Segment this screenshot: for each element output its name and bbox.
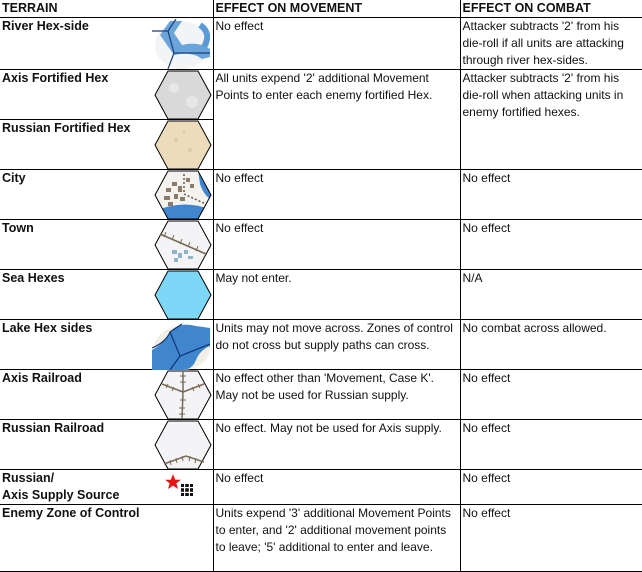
terrain-cell bbox=[0, 320, 213, 370]
terrain-label-line1: Russian/ bbox=[2, 471, 55, 485]
movement-cell: No effect other than 'Movement, Case K'. May not be used for Russian supply. bbox=[213, 370, 460, 420]
movement-cell: All units expend '2' additional Movement Points to enter each enemy fortified Hex. bbox=[213, 70, 460, 170]
terrain-label: Lake Hex sides bbox=[2, 321, 93, 335]
table-row bbox=[0, 320, 642, 370]
russian-fortified-hex-icon bbox=[154, 120, 212, 170]
movement-cell: Units may not move across. Zones of control do not cross but supply paths can cross. bbox=[213, 320, 460, 370]
combat-cell: N/A bbox=[460, 270, 642, 320]
header-combat: EFFECT ON COMBAT bbox=[460, 0, 642, 18]
terrain-label-line2: Axis Supply Source bbox=[2, 488, 120, 502]
terrain-cell bbox=[0, 270, 213, 320]
axis-fortified-hex-icon bbox=[154, 70, 212, 120]
movement-cell: Units expend '3' additional Movement Points to enter, and '2' additional movement points to leave; '5' additional to enter and leave. bbox=[213, 505, 460, 572]
combat-cell: No effect bbox=[460, 505, 642, 572]
terrain-cell bbox=[0, 470, 213, 505]
movement-cell: No effect bbox=[213, 18, 460, 70]
combat-cell: No effect bbox=[460, 420, 642, 470]
table-row bbox=[0, 420, 642, 470]
table-row bbox=[0, 18, 642, 70]
russian-railroad-hex-icon bbox=[154, 420, 212, 470]
movement-cell: No effect bbox=[213, 220, 460, 270]
table-row bbox=[0, 70, 642, 120]
terrain-label: Russian Fortified Hex bbox=[2, 121, 131, 135]
terrain-cell bbox=[0, 120, 213, 170]
combat-cell: No effect bbox=[460, 220, 642, 270]
combat-cell: No effect bbox=[460, 370, 642, 420]
terrain-cell bbox=[0, 370, 213, 420]
city-hex-icon bbox=[154, 170, 212, 220]
terrain-cell bbox=[0, 18, 213, 70]
lake-hexside-icon bbox=[152, 320, 210, 370]
combat-cell: Attacker subtracts '2' from his die-roll if all units are attacking through river hex-sides. bbox=[460, 18, 642, 70]
axis-railroad-hex-icon bbox=[154, 370, 212, 420]
header-movement: EFFECT ON MOVEMENT bbox=[213, 0, 460, 18]
terrain-label: Enemy Zone of Control bbox=[2, 506, 140, 520]
town-hex-icon bbox=[154, 220, 212, 270]
table-row bbox=[0, 470, 642, 505]
table-row bbox=[0, 505, 642, 572]
terrain-cell bbox=[0, 220, 213, 270]
table-row bbox=[0, 270, 642, 320]
combat-cell: Attacker subtracts '2' from his die-roll when attacking units in enemy fortified hexes. bbox=[460, 70, 642, 170]
table-row bbox=[0, 220, 642, 270]
movement-cell: No effect bbox=[213, 470, 460, 505]
table-row bbox=[0, 370, 642, 420]
sea-hex-icon bbox=[154, 270, 212, 320]
combat-cell: No combat across allowed. bbox=[460, 320, 642, 370]
combat-cell: No effect bbox=[460, 170, 642, 220]
terrain-cell bbox=[0, 505, 213, 572]
movement-cell: No effect bbox=[213, 170, 460, 220]
terrain-label: City bbox=[2, 171, 26, 185]
terrain-cell bbox=[0, 170, 213, 220]
terrain-label: Town bbox=[2, 221, 34, 235]
river-hexside-icon bbox=[152, 19, 210, 69]
terrain-cell bbox=[0, 420, 213, 470]
header-row bbox=[0, 0, 642, 18]
terrain-label: Russian Railroad bbox=[2, 421, 105, 435]
terrain-label: Sea Hexes bbox=[2, 271, 65, 285]
terrain-label: Axis Railroad bbox=[2, 371, 82, 385]
header-terrain: TERRAIN bbox=[0, 0, 213, 18]
terrain-cell bbox=[0, 70, 213, 120]
movement-cell: May not enter. bbox=[213, 270, 460, 320]
combat-cell: No effect bbox=[460, 470, 642, 505]
movement-cell: No effect. May not be used for Axis supply. bbox=[213, 420, 460, 470]
terrain-label: Axis Fortified Hex bbox=[2, 71, 109, 85]
terrain-label: River Hex-side bbox=[2, 19, 89, 33]
table-row bbox=[0, 170, 642, 220]
